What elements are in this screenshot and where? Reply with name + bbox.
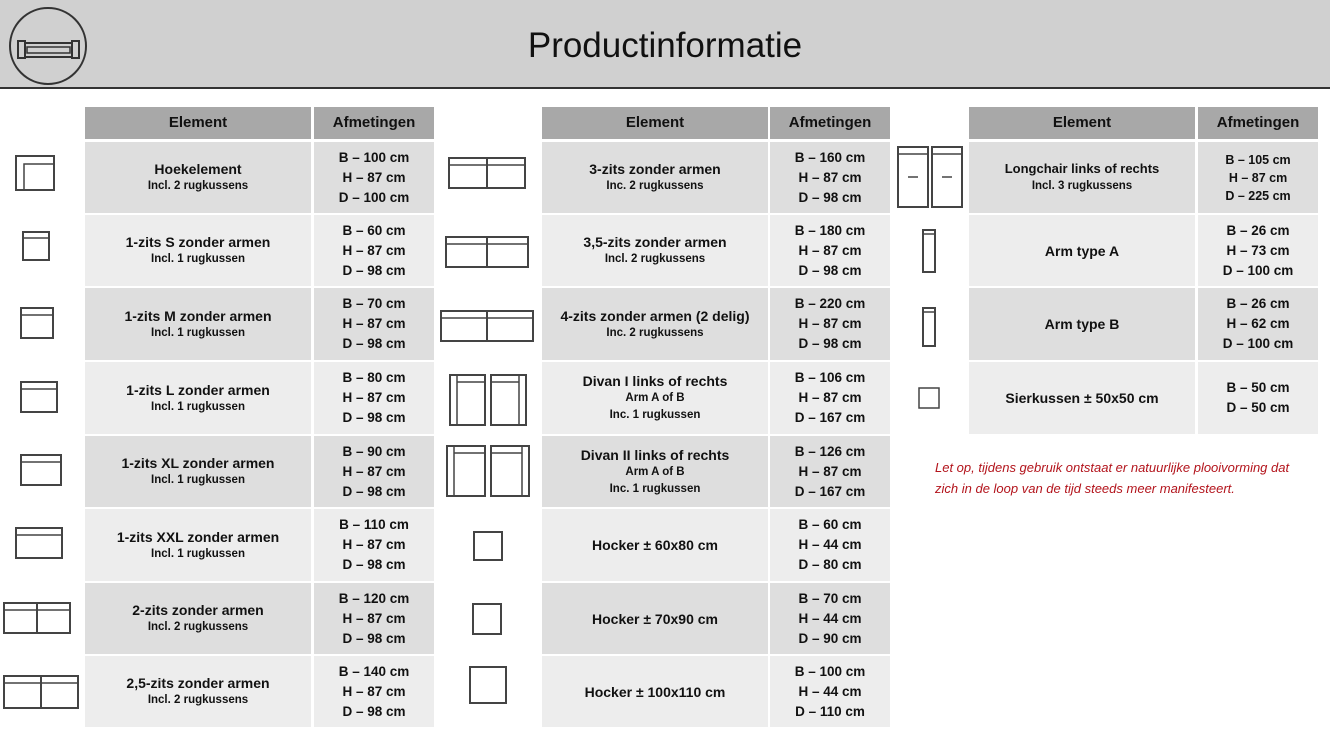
product-subtext: Incl. 1 rugkussen bbox=[151, 326, 245, 339]
product-name: 1-zits XL zonder armen bbox=[121, 455, 275, 471]
product-subtext: Incl. 1 rugkussen bbox=[151, 547, 245, 560]
product-subtext: Arm A of B bbox=[625, 465, 685, 478]
dim-height: H – 44 cm bbox=[798, 683, 862, 699]
seat-xxl-icon bbox=[14, 526, 64, 560]
dim-depth: D – 98 cm bbox=[342, 410, 406, 425]
dim-width: B – 140 cm bbox=[338, 663, 410, 679]
arm-a-icon bbox=[921, 228, 937, 274]
table-row bbox=[542, 436, 890, 507]
dim-width: B – 60 cm bbox=[798, 517, 862, 532]
seat-s-icon bbox=[21, 230, 51, 262]
dim-width: B – 50 cm bbox=[1226, 380, 1290, 395]
product-name: Hocker ± 60x80 cm bbox=[592, 537, 718, 553]
table-row bbox=[542, 509, 890, 581]
table-row bbox=[85, 436, 434, 507]
table-middle bbox=[542, 107, 890, 727]
dim-height: H – 87 cm bbox=[342, 390, 406, 405]
product-name: Hoekelement bbox=[154, 161, 242, 177]
dim-width: B – 100 cm bbox=[338, 149, 410, 165]
product-subtext: Incl. 2 rugkussens bbox=[147, 694, 249, 706]
product-name: Arm type B bbox=[1044, 316, 1120, 332]
dim-width: B – 70 cm bbox=[342, 296, 406, 311]
dim-height: H – 87 cm bbox=[342, 242, 406, 258]
product-subtext: Incl. 1 rugkussen bbox=[151, 474, 245, 486]
seat-m-icon bbox=[19, 306, 55, 340]
arm-b-icon bbox=[921, 302, 937, 348]
dim-depth: D – 98 cm bbox=[342, 557, 406, 572]
column-header-element: Element bbox=[969, 107, 1195, 139]
dim-width: B – 106 cm bbox=[794, 370, 866, 385]
dim-depth: D – 50 cm bbox=[1226, 400, 1290, 415]
dim-depth: D – 98 cm bbox=[342, 336, 406, 351]
dim-width: B – 220 cm bbox=[794, 296, 866, 311]
product-name: Hocker ± 100x110 cm bbox=[584, 683, 726, 700]
table-row bbox=[85, 288, 434, 360]
product-subtext: Incl. 3 rugkussens bbox=[1031, 180, 1133, 192]
dim-width: B – 180 cm bbox=[794, 222, 866, 238]
dim-width: B – 100 cm bbox=[794, 663, 866, 679]
hocker-small-icon bbox=[472, 530, 504, 562]
dim-width: B – 70 cm bbox=[798, 590, 862, 606]
dim-depth: D – 98 cm bbox=[342, 630, 406, 646]
product-name: Hocker ± 70x90 cm bbox=[592, 610, 718, 627]
table-row bbox=[969, 362, 1318, 434]
dim-height: H – 87 cm bbox=[798, 316, 862, 331]
table-row bbox=[542, 215, 890, 286]
product-name: 3-zits zonder armen bbox=[589, 161, 721, 177]
dim-depth: D – 98 cm bbox=[342, 483, 406, 499]
dim-height: H – 87 cm bbox=[342, 610, 406, 626]
two-seat-icon bbox=[2, 601, 72, 635]
table-row bbox=[542, 142, 890, 213]
dim-width: B – 120 cm bbox=[338, 590, 410, 606]
dim-height: H – 87 cm bbox=[798, 390, 862, 405]
dim-depth: D – 90 cm bbox=[798, 630, 862, 646]
dim-depth: D – 98 cm bbox=[342, 262, 406, 278]
dim-height: H – 87 cm bbox=[798, 169, 862, 185]
table-row bbox=[542, 583, 890, 654]
product-subtext: Incl. 2 rugkussens bbox=[147, 180, 249, 192]
dim-height: H – 87 cm bbox=[798, 242, 862, 258]
table-right bbox=[969, 107, 1318, 434]
product-subtext: Inc. 1 rugkussen bbox=[609, 482, 701, 495]
product-name: 1-zits XXL zonder armen bbox=[116, 528, 280, 545]
dim-depth: D – 167 cm bbox=[794, 483, 866, 499]
product-name: 3,5-zits zonder armen bbox=[583, 234, 727, 250]
product-name: 1-zits L zonder armen bbox=[126, 381, 270, 398]
table-row bbox=[85, 509, 434, 581]
product-subtext: Incl. 1 rugkussen bbox=[151, 253, 245, 265]
dim-depth: D – 98 cm bbox=[798, 189, 862, 205]
product-name: 1-zits S zonder armen bbox=[125, 234, 271, 250]
dim-width: B – 80 cm bbox=[342, 370, 406, 385]
table-row bbox=[85, 656, 434, 727]
dim-depth: D – 167 cm bbox=[794, 410, 866, 425]
table-row bbox=[85, 142, 434, 213]
product-subtext: Inc. 2 rugkussens bbox=[606, 180, 704, 192]
product-name: Divan I links of rechts bbox=[582, 373, 728, 389]
dim-depth: D – 110 cm bbox=[795, 703, 865, 719]
column-header-dimensions: Afmetingen bbox=[314, 107, 434, 139]
table-row bbox=[969, 288, 1318, 360]
dim-depth: D – 225 cm bbox=[1225, 188, 1291, 203]
product-subtext: Incl. 2 rugkussens bbox=[604, 253, 706, 265]
corner-element-icon bbox=[14, 154, 56, 192]
column-header-dimensions: Afmetingen bbox=[770, 107, 890, 139]
dim-height: H – 87 cm bbox=[342, 537, 406, 552]
dim-height: H – 87 cm bbox=[342, 683, 406, 699]
product-name: 1-zits M zonder armen bbox=[124, 307, 272, 324]
dim-width: B – 90 cm bbox=[342, 443, 406, 459]
product-name: Longchair links of rechts bbox=[1004, 161, 1160, 176]
dim-height: H – 44 cm bbox=[798, 610, 862, 626]
table-row bbox=[542, 362, 890, 434]
product-name: 4-zits zonder armen (2 delig) bbox=[560, 307, 750, 324]
dim-height: H – 87 cm bbox=[1228, 170, 1288, 185]
divan-one-icon bbox=[448, 373, 528, 427]
dim-width: B – 26 cm bbox=[1226, 222, 1290, 238]
seat-xl-icon bbox=[19, 453, 63, 487]
product-subtext: Incl. 2 rugkussens bbox=[147, 621, 249, 633]
warning-note: Let op, tijdens gebruik ontstaat er natuurlijke plooivorming dat zich in de loop van de tijd steeds meer manifesteert. bbox=[935, 460, 1290, 496]
three-seat-icon bbox=[447, 156, 527, 190]
page-title: Productinformatie bbox=[527, 26, 803, 65]
product-subtext: Inc. 1 rugkussen bbox=[609, 409, 701, 421]
dim-height: H – 87 cm bbox=[798, 463, 862, 479]
product-name: 2-zits zonder armen bbox=[132, 602, 264, 618]
product-name: 2,5-zits zonder armen bbox=[126, 675, 270, 691]
dim-width: B – 110 cm bbox=[339, 517, 409, 532]
table-row bbox=[85, 583, 434, 654]
dim-height: H – 62 cm bbox=[1226, 316, 1290, 331]
seat-l-icon bbox=[19, 380, 59, 414]
two-half-seat-icon bbox=[2, 674, 80, 710]
table-row bbox=[85, 215, 434, 286]
dim-depth: D – 100 cm bbox=[1222, 262, 1294, 278]
dim-width: B – 26 cm bbox=[1226, 296, 1290, 311]
hocker-large-icon bbox=[468, 665, 508, 705]
dim-height: H – 73 cm bbox=[1226, 242, 1290, 258]
dim-height: H – 87 cm bbox=[342, 463, 406, 479]
table-row bbox=[969, 142, 1318, 213]
hocker-medium-icon bbox=[471, 602, 503, 636]
product-name: Arm type A bbox=[1044, 242, 1120, 259]
table-row bbox=[542, 656, 890, 727]
dim-width: B – 105 cm bbox=[1225, 152, 1291, 167]
dim-depth: D – 98 cm bbox=[798, 336, 862, 351]
column-header-dimensions: Afmetingen bbox=[1198, 107, 1318, 139]
table-row bbox=[542, 288, 890, 360]
four-seat-icon bbox=[439, 309, 535, 343]
three-half-seat-icon bbox=[444, 235, 530, 269]
dim-height: H – 87 cm bbox=[342, 169, 406, 185]
dim-width: B – 60 cm bbox=[342, 222, 406, 238]
dim-depth: D – 98 cm bbox=[342, 703, 406, 719]
column-header-element: Element bbox=[85, 107, 311, 139]
dim-height: H – 44 cm bbox=[798, 537, 862, 552]
dim-depth: D – 80 cm bbox=[798, 557, 862, 572]
table-row bbox=[85, 362, 434, 434]
divan-two-icon bbox=[445, 444, 531, 498]
dim-depth: D – 100 cm bbox=[338, 189, 410, 205]
product-name: Sierkussen ± 50x50 cm bbox=[1005, 390, 1159, 406]
product-subtext: Inc. 2 rugkussens bbox=[606, 326, 704, 339]
product-name: Divan II links of rechts bbox=[580, 446, 730, 463]
longchair-icon bbox=[896, 145, 966, 209]
product-subtext: Incl. 1 rugkussen bbox=[151, 400, 245, 413]
table-left bbox=[85, 107, 434, 727]
product-subtext: Arm A of B bbox=[625, 392, 685, 404]
dim-depth: D – 98 cm bbox=[798, 262, 862, 278]
table-row bbox=[969, 215, 1318, 286]
dim-height: H – 87 cm bbox=[342, 316, 406, 331]
column-header-element: Element bbox=[542, 107, 768, 139]
cushion-icon bbox=[917, 386, 941, 410]
dim-depth: D – 100 cm bbox=[1222, 336, 1294, 351]
header-bar bbox=[0, 0, 1330, 89]
dim-width: B – 160 cm bbox=[794, 149, 866, 165]
dim-width: B – 126 cm bbox=[794, 443, 866, 459]
